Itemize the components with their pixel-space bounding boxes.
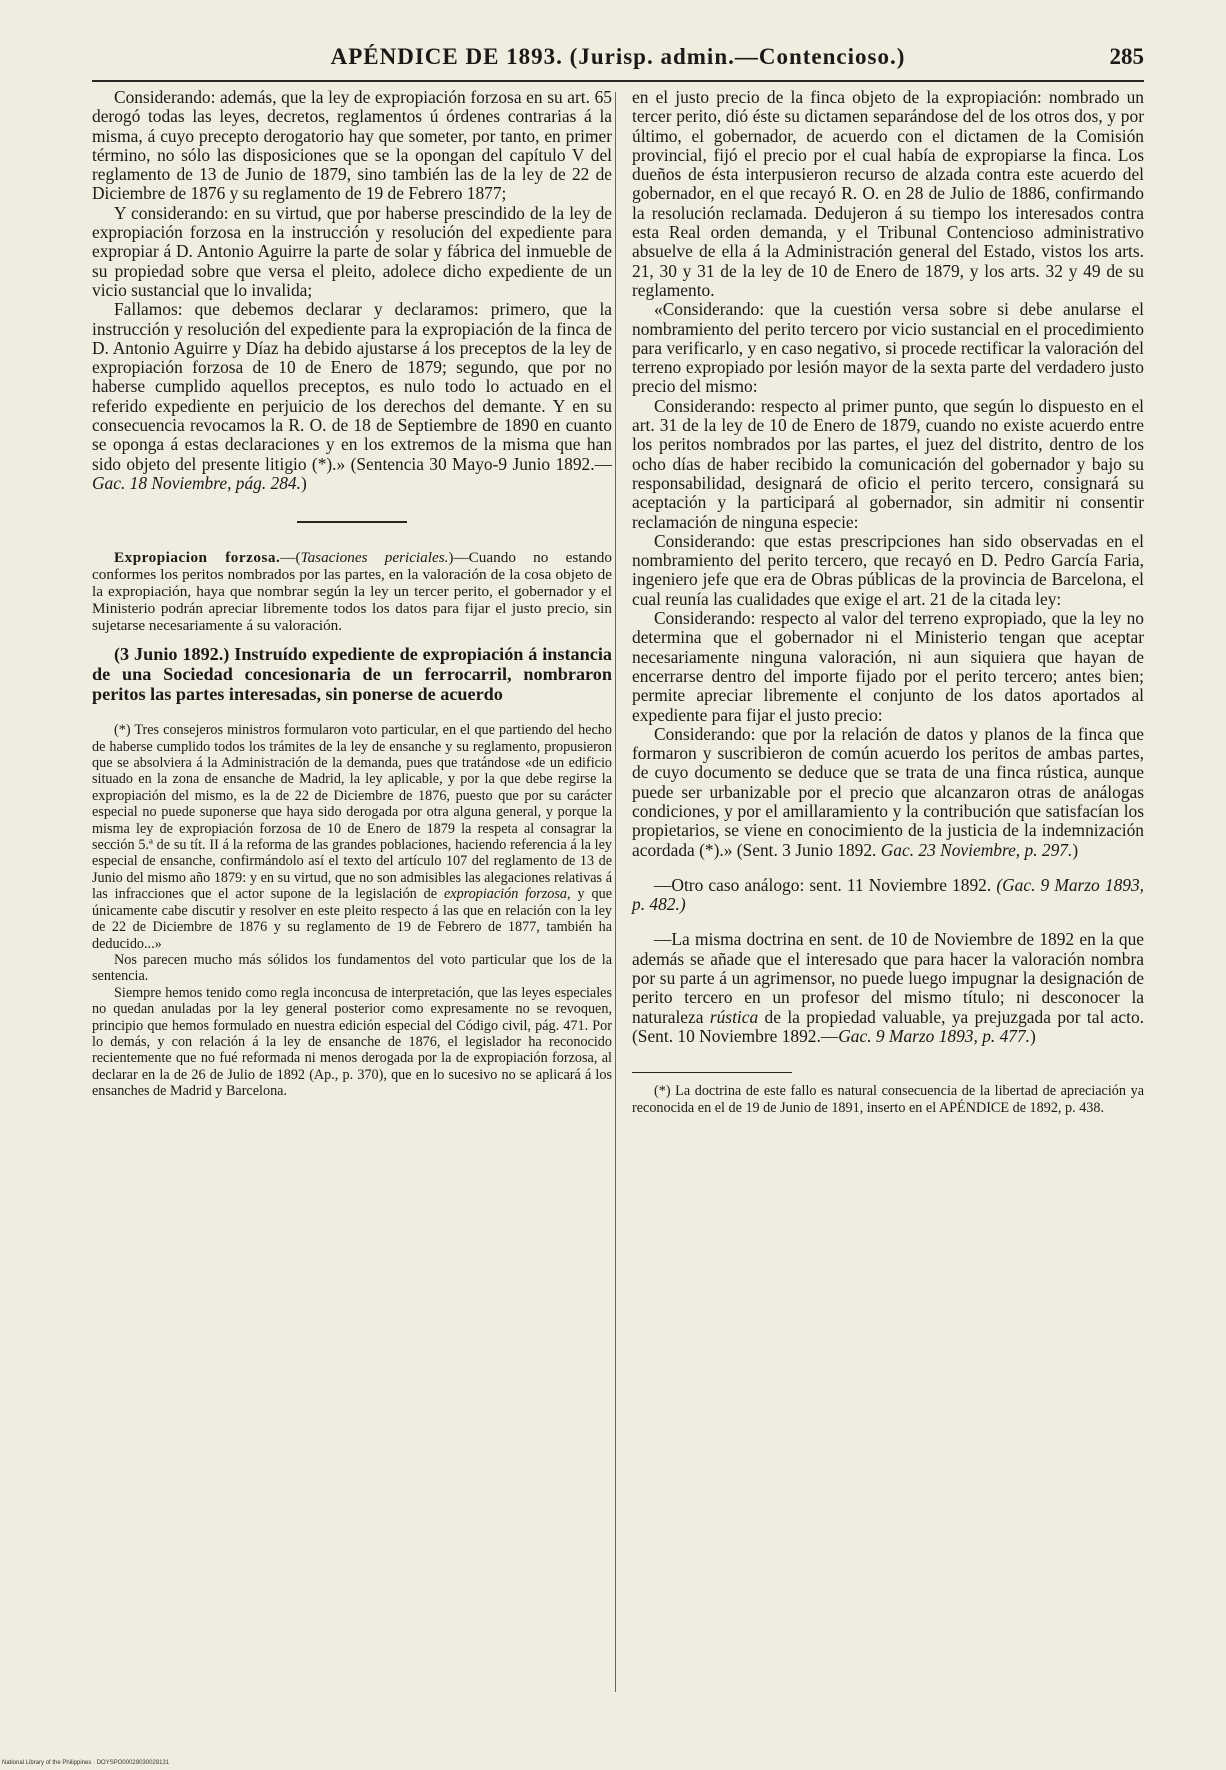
right-paragraph-3: Considerando: respecto al primer punto, que según lo dispuesto en el art. 31 de la ley de 10 de Enero de 1879, cuando no existe acuerdo entre los peritos nombrados por las partes, el juez del distrito, dentro de los ocho días de haber recibido la comunicación del gobernador y bajo su responsabilidad, designará de oficio el perito tercero, consignará su aceptación y la participará al gobernador, sin admitir ni consentir reclamación de ninguna especie:: [632, 395, 1144, 532]
right-paragraph-8: [632, 930, 1144, 1046]
summary-heading: Expropiacion forzosa.: [114, 549, 281, 567]
right-paragraph-2: «Considerando: que la cuestión versa sobre si debe anularse el nombramiento del perito tercero por vicio sustancial en el procedimiento para verificarlo, y en caso negativo, si procede rectificar la valoración del terreno expropiado por lesión mayor de la sexta parte del verdadero justo precio del mismo:: [632, 299, 1144, 397]
doctrine-mid: de la propiedad valuable, ya prejuzgada por tal acto. (Sent. 10 Noviembre 1892.—: [632, 1006, 1144, 1046]
left-paragraph-2: Y considerando: en su virtud, que por haberse prescindido de la ley de expropiación forzosa en la instrucción y resolución del expediente para expropiar á D. Antonio Aguirre la parte de solar y fábrica del inmueble de su propiedad sobre que versa el pleito, adolece dicho expediente de un vicio sustancial que lo invalida;: [92, 202, 612, 300]
header-rule: [92, 80, 1144, 82]
doctrine-italic: rústica: [709, 1006, 759, 1027]
doctrine-text: —La misma doctrina en sent. de 10 de Noviembre de 1892 en la que además se añade que el interesado que para hacer la valoración nombra por su parte á un agrimensor, no puede luego impugnar la designación de perito tercero en un profesor del mismo título; ni desconocer la naturaleza: [632, 929, 1144, 1027]
doctrine-citation: Gac. 9 Marzo 1893, p. 477.: [838, 1025, 1031, 1046]
left-column: [92, 88, 612, 1100]
summary-dash: —(: [280, 549, 301, 567]
left-footnote: [92, 722, 612, 1099]
footnote-paragraph-1: [92, 722, 612, 952]
left-paragraph-1: Considerando: además, que la ley de expropiación forzosa en su art. 65 derogó todas las leyes, decretos, reglamentos ú órdenes contrarias á la misma, á cuyo precepto derogatorio hay que someter, por tanto, en primer término, no sólo las disposiciones que se la opongan del capítulo V del reglamento de 13 de Junio de 1879, sino también las de la ley de 22 de Diciembre de 1876 y su reglamento de 19 de Febrero 1877;: [92, 87, 612, 204]
header-title: APÉNDICE DE 1893. (Jurisp. admin.—Contencioso.): [330, 44, 906, 69]
footnote-paragraph-3: Siempre hemos tenido como regla inconcusa de interpretación, que las leyes especiales no quedan anuladas por la ley general posterior como expresamente no se revoquen, principio que hemos formulado en nuestra edición especial del Código civil, pág. 471. Por lo demás, y con relación á la ley de ensanche de 1876, el legislador ha reconocido recientemente que no fué reformada ni menos derogada por la de expropiación forzosa, al declarar en la de 26 de Julio de 1892 (Ap., p. 370), que en lo sucesivo no se aplicará á los ensanches de Madrid y Barcelona.: [92, 984, 612, 1100]
considerando-text: Considerando: que por la relación de datos y planos de la finca que formaron y suscribieron de común acuerdo los peritos de ambas partes, de cuyo documento se deduce que se trata de una finca rústica, aunque puede ser urbanizable por el precio que alcanzaron otras de análogas condiciones, y por el amillaramiento y la contribución que satisfacían los propietarios, se viene en conocimiento de la justicia de la indemnización acordada (*).» (Sent. 3 Junio 1892.: [632, 723, 1144, 860]
considerando-close: ): [1072, 839, 1079, 860]
ruling-citation: Gac. 18 Noviembre, pág. 284.: [92, 472, 301, 493]
right-footnote: [632, 1083, 1144, 1116]
summary-subheading: Tasaciones periciales.: [300, 549, 449, 567]
analog-case-text: —Otro caso análogo: sent. 11 Noviembre 1892.: [654, 874, 997, 895]
right-paragraph-6: [632, 725, 1144, 860]
right-paragraph-1: en el justo precio de la finca objeto de la expropiación: nombrado un tercer perito, dió éste su dictamen separándose del de los otros dos, y por último, el gobernador, de acuerdo con el dictamen de la Comisión provincial, fijó el precio por el cual había de expropiarse la finca. Los dueños de ésta interpusieron recurso de alzada contra este acuerdo del gobernador, en el que recayó R. O. en 28 de Julio de 1886, confirmando la resolución reclamada. Dedujeron á su tiempo los interesados contra esta Real orden demanda, y el Tribunal Contencioso administrativo absuelve de ella á la Administración general del Estado, vistos los arts. 21, 30 y 31 de la ley de 10 de Enero de 1879, y los arts. 32 y 49 de su reglamento.: [632, 87, 1144, 300]
summary-body: )—Cuando no estando conformes los peritos nombrados por las partes, en la valoración de la cosa objeto de la expropiación, haya que nombrar según la ley un tercer perito, el gobernador y el Ministerio podrán apreciar libremente todos los datos para fijar el justo precio, sin sujetarse necesariamente á su valoración.: [92, 549, 612, 635]
footnote-rule: [632, 1072, 792, 1073]
considerando-citation: Gac. 23 Noviembre, p. 297.: [880, 839, 1073, 860]
scan-caption: National Library of the Philippines · DOYSPO00029030028131: [2, 1760, 170, 1766]
page-number: 285: [1109, 44, 1144, 69]
section-divider: [297, 521, 407, 523]
footnote-text-b: , y que únicamente cabe discutir y resolver en este pleito respecto á las que en relación con la ley de 22 de Diciembre de 1876 y su reglamento de 19 de Febrero de 1877, también ha deducido...»: [92, 886, 612, 952]
left-paragraph-3: [92, 300, 612, 493]
footnote-text-a: (*) Tres consejeros ministros formularon voto particular, en el que partiendo del hecho de haberse cumplido todos los trámites de la ley de ensanche y su reglamento, propusieron que se absolviera á la Administración de la demanda, pues que tratándose «de un edificio situado en la zona de ensanche de Madrid, la ley aplicable, y por la que debe regirse la expropiación del mismo, es la de 22 de Diciembre de 1876, puesto que por su carácter especial no puede suponerse que haya sido derogada por otra alguna general, y porque la misma ley de expropiación forzosa de 10 de Enero de 1879 la respeta al consagrar la sección 5.ª de su tít. II á la reforma de las grandes poblaciones, haciendo referencia á la ley especial de ensanche, confirmándolo así el texto del artículo 107 del reglamento de 13 de Junio del mismo año 1879: y en su virtud, que no son admisibles las alegaciones relativas á las infracciones que el actor supone de la legislación de: [92, 722, 612, 903]
case-summary: [92, 549, 612, 634]
doctrine-close: ): [1030, 1025, 1036, 1046]
right-paragraph-7: [632, 876, 1144, 915]
footnote-italic: expropiación forzosa: [443, 886, 568, 903]
right-column: [632, 88, 1144, 1116]
ruling-text: Fallamos: que debemos declarar y declaramos: primero, que la instrucción y resolución del expediente para la expropiación de la finca de D. Antonio Aguirre y Díaz ha debido ajustarse á los preceptos de la ley de expropiación forzosa de 10 de Enero de 1879; segundo, que por no haberse cumplido aquellos preceptos, es nulo todo lo actuado en el referido expediente en perjuicio de los derechos del demante. Y en su consecuencia revocamos la R. O. de 18 de Septiembre de 1890 en cuanto se oponga á estas declaraciones y en los extremos de la misma que han sido objeto del presente litigio (*).» (Sentencia 30 Mayo-9 Junio 1892.—: [92, 299, 612, 474]
analog-case-citation: (Gac. 9 Marzo 1893, p. 482.): [632, 874, 1144, 915]
right-paragraph-4: Considerando: que estas prescripciones han sido observadas en el nombramiento del perito tercero, que recayó en D. Pedro García Faria, ingeniero jefe que era de Obras públicas de la provincia de Barcelona, el cual reunía las cualidades que exige el art. 21 de la citada ley:: [632, 530, 1144, 609]
right-paragraph-5: Considerando: respecto al valor del terreno expropiado, que la ley no determina que el gobernador ni el Ministerio tengan que aceptar necesariamente ninguna valoración, ni aun siquiera que hayan de encerrarse dentro del importe fijado por el perito tercero; antes bien; permite apreciar libremente el conjunto de los datos aportados al expediente para fijar el justo precio:: [632, 608, 1144, 725]
case-opening: (3 Junio 1892.) Instruído expediente de expropiación á instancia de una Sociedad concesionaria de un ferrocarril, nombraron peritos las partes interesadas, sin ponerse de acuerdo: [92, 644, 612, 705]
running-header: [92, 44, 1144, 78]
right-footnote-text: (*) La doctrina de este fallo es natural consecuencia de la libertad de apreciación ya reconocida en el de 19 de Junio de 1891, inserto en el APÉNDICE de 1892, p. 438.: [632, 1083, 1144, 1116]
ruling-close: ): [300, 472, 307, 493]
column-divider: [615, 92, 616, 1692]
footnote-paragraph-2: Nos parecen mucho más sólidos los fundamentos del voto particular que los de la sentencia.: [92, 951, 612, 985]
